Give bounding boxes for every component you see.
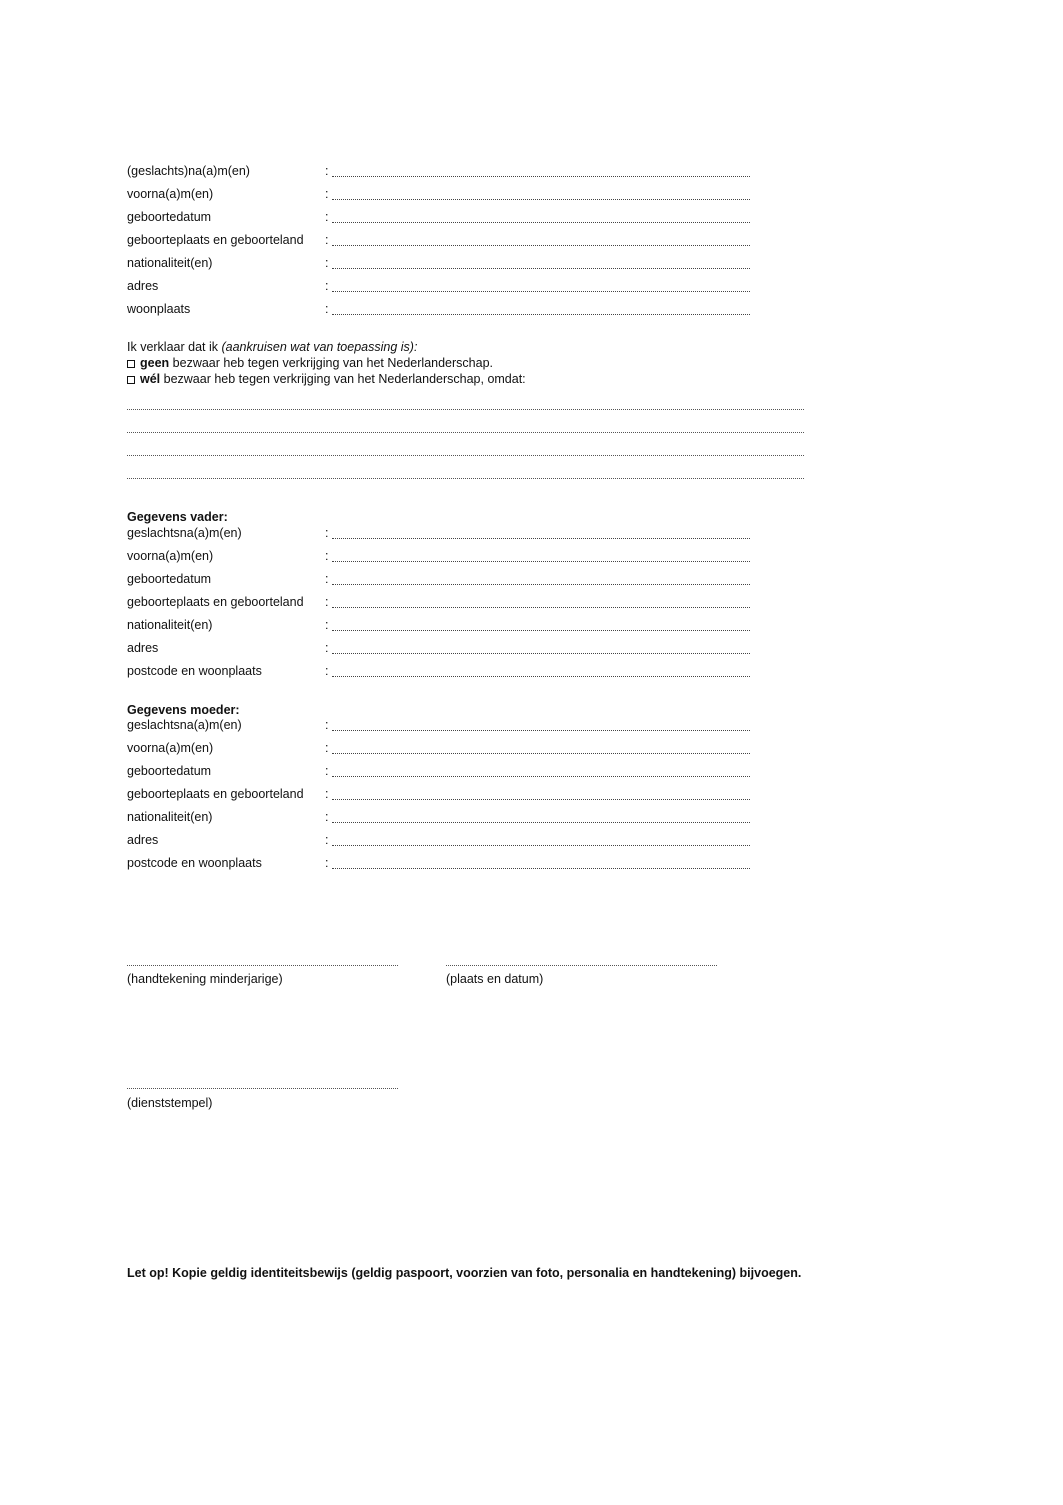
minor-surname-field[interactable]: :	[325, 164, 750, 184]
minor-address-field[interactable]: :	[325, 279, 750, 299]
field-label: postcode en woonplaats	[127, 856, 262, 870]
father-surname-field[interactable]: :	[325, 526, 750, 546]
field-label: geboortedatum	[127, 572, 212, 586]
declaration-intro: Ik verklaar dat ik (aankruisen wat van toepassing is):	[127, 340, 418, 354]
father-postcode-field[interactable]: :	[325, 664, 750, 684]
mother-firstnames-field[interactable]: :	[325, 741, 750, 761]
field-label: woonplaats	[127, 302, 191, 316]
minor-signature-line[interactable]	[127, 963, 398, 966]
field-label: postcode en woonplaats	[127, 664, 262, 678]
mother-address-field[interactable]: :	[325, 833, 750, 853]
field-label: geslachtsna(a)m(en)	[127, 718, 242, 732]
checkbox-no-objection[interactable]	[127, 360, 135, 368]
mother-birthplace-field[interactable]: :	[325, 787, 750, 807]
field-label: adres	[127, 641, 159, 655]
field-label: voorna(a)m(en)	[127, 741, 214, 755]
father-heading: Gegevens vader:	[127, 510, 228, 524]
field-label: adres	[127, 833, 159, 847]
place-date-line[interactable]	[446, 963, 717, 966]
minor-firstnames-field[interactable]: :	[325, 187, 750, 207]
field-label: nationaliteit(en)	[127, 810, 213, 824]
field-label: nationaliteit(en)	[127, 618, 213, 632]
father-birthdate-field[interactable]: :	[325, 572, 750, 592]
mother-birthdate-field[interactable]: :	[325, 764, 750, 784]
minor-signature-caption: (handtekening minderjarige)	[127, 972, 283, 986]
place-date-caption: (plaats en datum)	[446, 972, 544, 986]
field-label: geboorteplaats en geboorteland	[127, 233, 304, 247]
attachment-note: Let op! Kopie geldig identiteitsbewijs (geldig paspoort, voorzien van foto, personalia en handtekening) bijvoegen.	[127, 1266, 802, 1280]
stamp-caption: (dienststempel)	[127, 1096, 213, 1110]
minor-birthdate-field[interactable]: :	[325, 210, 750, 230]
field-label: geboorteplaats en geboorteland	[127, 595, 304, 609]
mother-postcode-field[interactable]: :	[325, 856, 750, 876]
field-label: geboortedatum	[127, 764, 212, 778]
reason-line[interactable]	[127, 453, 804, 456]
minor-residence-field[interactable]: :	[325, 302, 750, 322]
minor-nationality-field[interactable]: :	[325, 256, 750, 276]
field-label: (geslachts)na(a)m(en)	[127, 164, 250, 178]
field-label: geboorteplaats en geboorteland	[127, 787, 304, 801]
father-birthplace-field[interactable]: :	[325, 595, 750, 615]
father-nationality-field[interactable]: :	[325, 618, 750, 638]
reason-line[interactable]	[127, 407, 804, 410]
stamp-line[interactable]	[127, 1086, 398, 1089]
field-label: geboortedatum	[127, 210, 212, 224]
mother-heading: Gegevens moeder:	[127, 703, 240, 717]
mother-nationality-field[interactable]: :	[325, 810, 750, 830]
reason-line[interactable]	[127, 430, 804, 433]
field-label: voorna(a)m(en)	[127, 187, 214, 201]
reason-line[interactable]	[127, 476, 804, 479]
field-label: geslachtsna(a)m(en)	[127, 526, 242, 540]
mother-surname-field[interactable]: :	[325, 718, 750, 738]
option-no-objection: geen bezwaar heb tegen verkrijging van het Nederlanderschap.	[127, 356, 493, 370]
father-firstnames-field[interactable]: :	[325, 549, 750, 569]
field-label: nationaliteit(en)	[127, 256, 213, 270]
father-address-field[interactable]: :	[325, 641, 750, 661]
option-objection: wél bezwaar heb tegen verkrijging van het Nederlanderschap, omdat:	[127, 372, 526, 386]
minor-birthplace-field[interactable]: :	[325, 233, 750, 253]
field-label: adres	[127, 279, 159, 293]
checkbox-objection[interactable]	[127, 376, 135, 384]
field-label: voorna(a)m(en)	[127, 549, 214, 563]
